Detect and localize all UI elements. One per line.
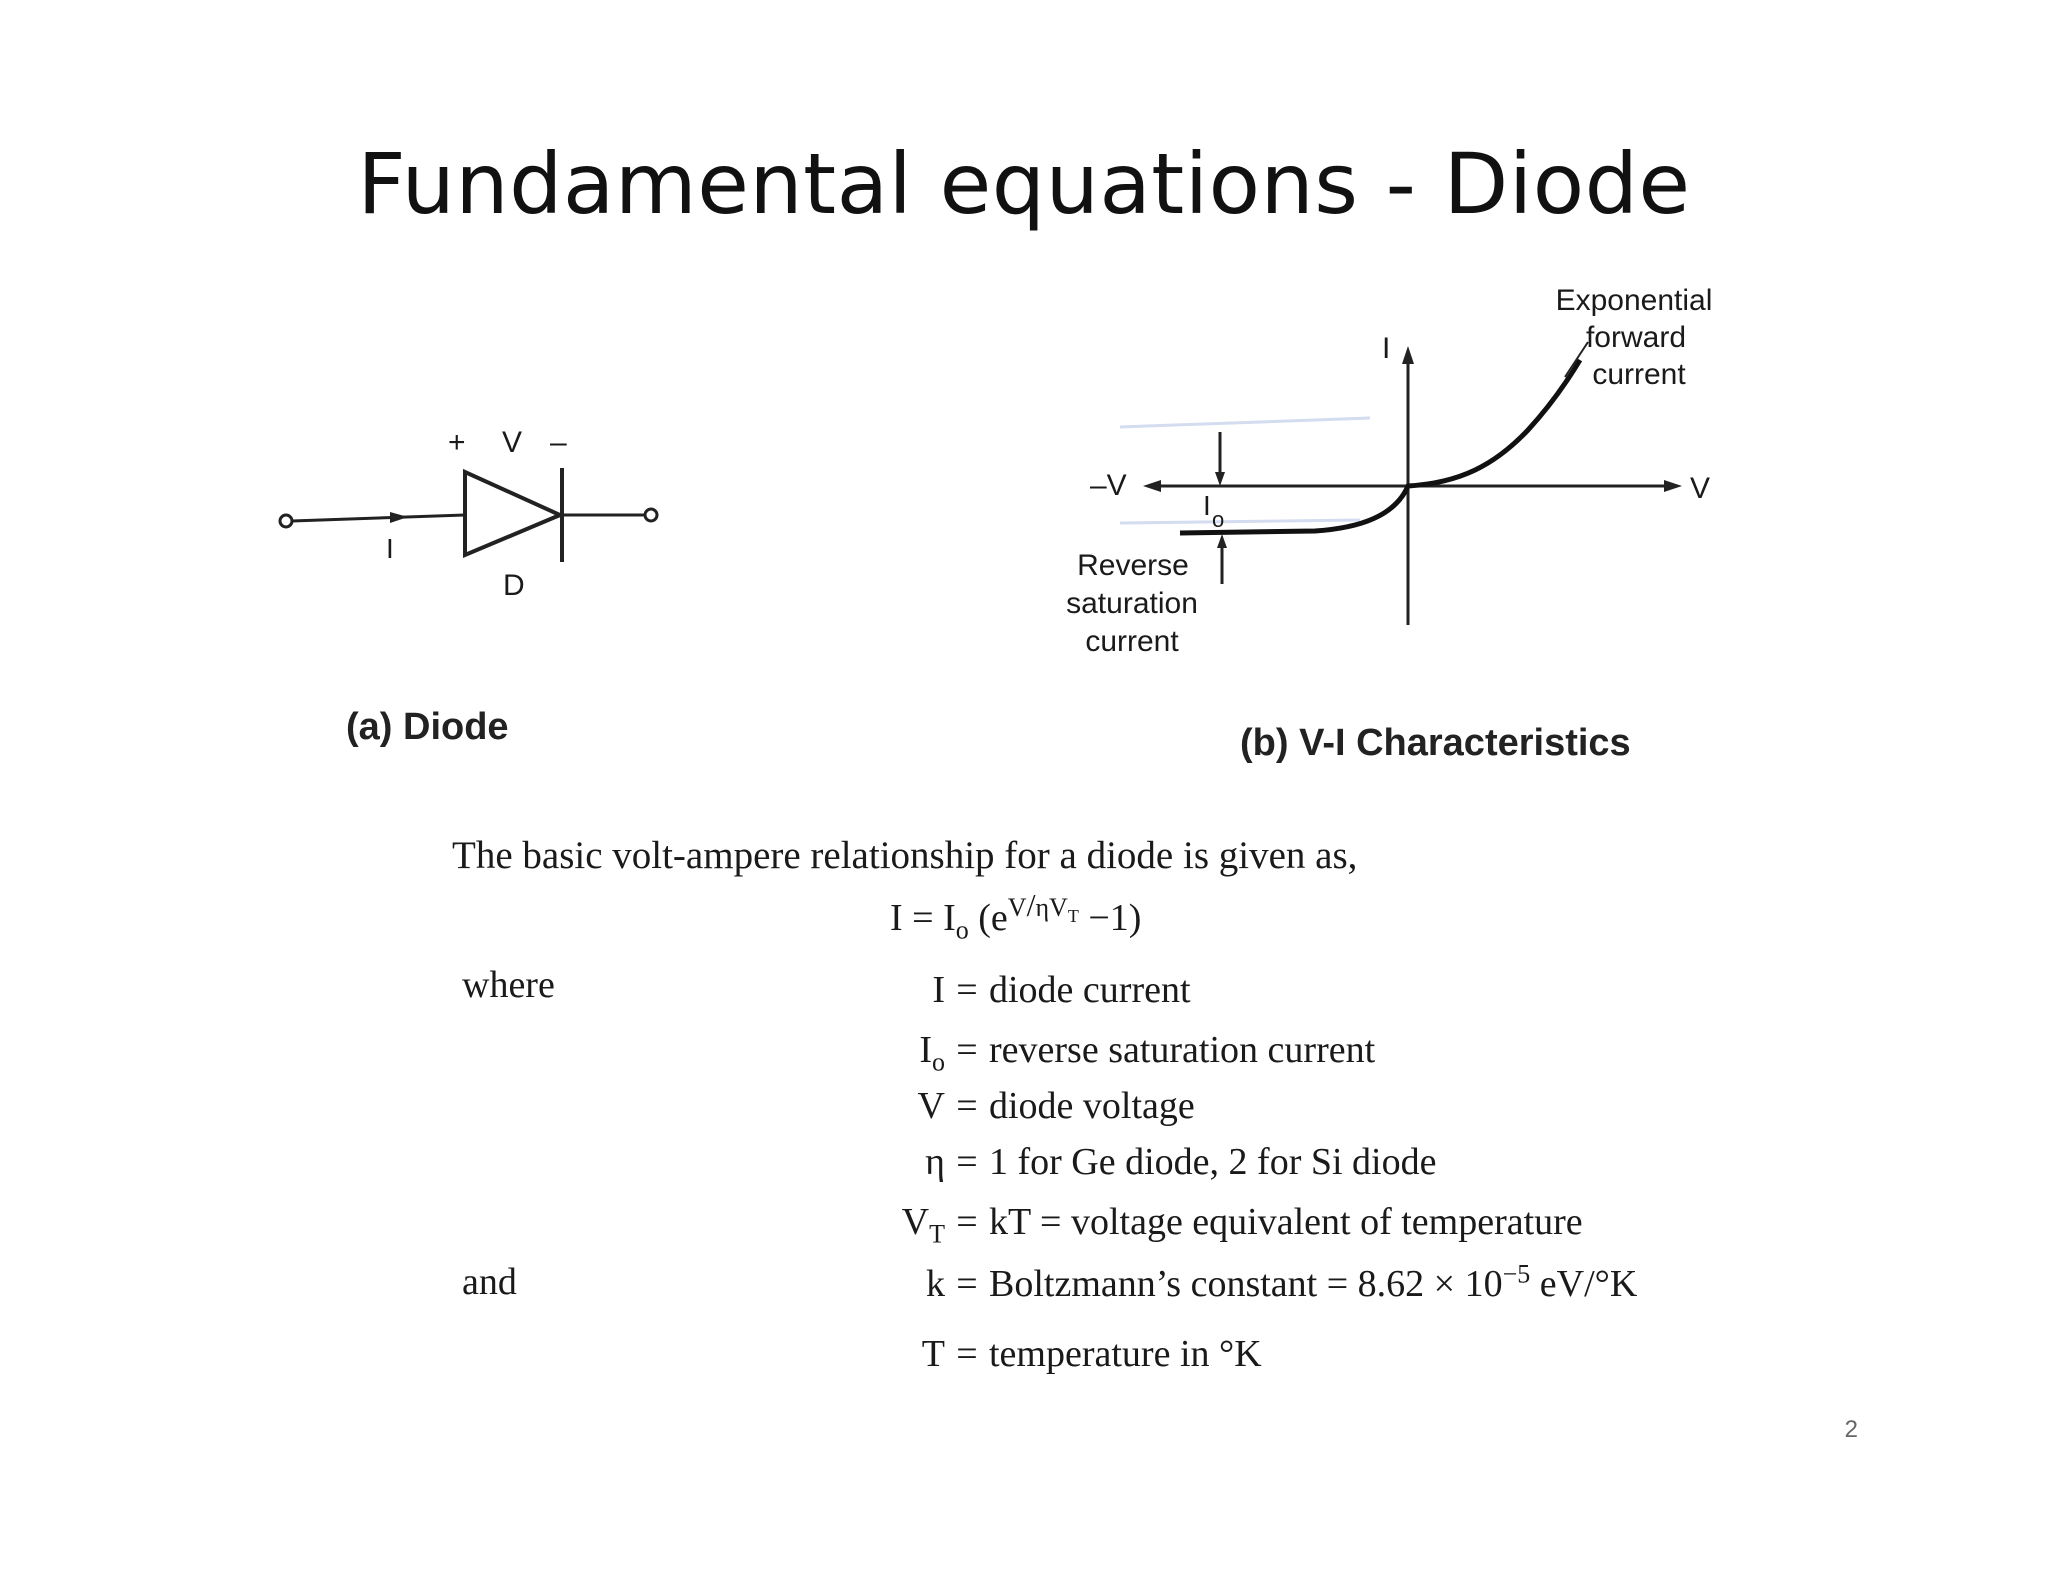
io-arrow-up-icon: [1217, 534, 1227, 548]
vi-curve: [1180, 360, 1580, 533]
def-symbol: I: [919, 1029, 932, 1071]
def-symbol: V: [901, 1201, 930, 1243]
reverse-label-line3: current: [1085, 625, 1179, 658]
reverse-label-line2: saturation: [1066, 587, 1198, 620]
def-description: diode current: [989, 969, 1191, 1011]
definition-row: [855, 1200, 1583, 1249]
neg-voltage-label: –V: [1090, 469, 1127, 502]
minus-label: –: [550, 426, 567, 459]
def-symbol: I: [932, 969, 945, 1011]
definition-row: [855, 1028, 1376, 1077]
def-description: 1 for Ge diode, 2 for Si diode: [989, 1141, 1437, 1183]
forward-label-line2: forward: [1585, 321, 1687, 354]
reverse-label-line1: Reverse: [1077, 549, 1189, 582]
definition-row: [855, 968, 1191, 1014]
left-terminal: [280, 515, 292, 527]
where-label: where: [462, 964, 555, 1006]
current-arrow-icon: [390, 512, 408, 523]
equals-sign: =: [956, 1333, 978, 1375]
def-description: reverse saturation current: [989, 1029, 1376, 1071]
equation-lhs: I = I: [890, 897, 956, 939]
def-symbol: k: [926, 1263, 945, 1305]
diode-label: D: [503, 569, 525, 602]
page-number: 2: [1844, 1416, 1858, 1443]
equals-sign: =: [956, 1263, 978, 1305]
def-symbol: T: [921, 1333, 945, 1375]
def-symbol: η: [925, 1141, 945, 1183]
current-label: I: [386, 533, 394, 564]
diode-figure: [260, 420, 720, 620]
and-label: and: [462, 1261, 517, 1303]
equals-sign: =: [956, 1201, 978, 1243]
definition-row: [855, 1084, 1195, 1130]
vi-characteristic-figure: [1040, 280, 1760, 680]
io-arrow-down-icon: [1215, 472, 1225, 486]
k-exponent: −5: [1502, 1259, 1531, 1289]
forward-label-line3: current: [1592, 358, 1686, 391]
equals-sign: =: [956, 1141, 978, 1183]
forward-label-line1: Exponential: [1555, 284, 1713, 317]
exponent-eta: ηV: [1035, 893, 1068, 923]
voltage-axis-label: V: [1690, 472, 1711, 505]
current-axis-arrow-icon: [1402, 346, 1414, 364]
io-label: I: [1203, 490, 1211, 521]
def-subscript: T: [929, 1219, 945, 1249]
def-description: diode voltage: [989, 1085, 1195, 1127]
equals-sign: =: [956, 1085, 978, 1127]
equation-lhs-sub: o: [955, 915, 969, 945]
definition-row: [855, 1140, 1436, 1186]
voltage-label: V: [502, 426, 523, 459]
def-description: temperature in °K: [989, 1333, 1262, 1375]
scan-line: [1120, 520, 1360, 523]
current-axis-label: I: [1382, 332, 1391, 365]
scan-line: [1120, 418, 1370, 427]
definition-row: [855, 1332, 1262, 1378]
exponent-slash: /: [1026, 887, 1036, 924]
plus-label: +: [448, 426, 466, 459]
exponent-v: V: [1007, 893, 1027, 923]
def-description: kT = voltage equivalent of temperature: [989, 1201, 1583, 1243]
exponent-t: T: [1067, 906, 1079, 927]
def-symbol: V: [917, 1085, 945, 1127]
voltage-axis-left-arrow-icon: [1143, 480, 1161, 492]
diode-triangle: [465, 472, 560, 555]
left-wire: [292, 515, 465, 521]
k-unit: eV/°K: [1530, 1263, 1638, 1305]
equals-sign: =: [956, 1029, 978, 1071]
right-terminal: [645, 509, 657, 521]
voltage-axis-right-arrow-icon: [1664, 480, 1682, 492]
equation-paren: (e: [968, 897, 1008, 939]
equation-tail: −1): [1078, 897, 1142, 939]
slide-title: Fundamental equations - Diode: [357, 135, 1691, 233]
caption-a: (a) Diode: [346, 706, 509, 748]
main-equation: [890, 887, 1142, 945]
io-subscript: o: [1212, 507, 1225, 532]
def-subscript: o: [932, 1047, 945, 1077]
definition-row: [855, 1259, 1638, 1308]
intro-text: The basic volt-ampere relationship for a diode is given as,: [452, 834, 1358, 877]
forward-leader: [1565, 342, 1588, 377]
def-description: Boltzmann’s constant = 8.62 × 10: [989, 1263, 1503, 1305]
caption-b: (b) V-I Characteristics: [1240, 722, 1631, 764]
equals-sign: =: [956, 969, 978, 1011]
